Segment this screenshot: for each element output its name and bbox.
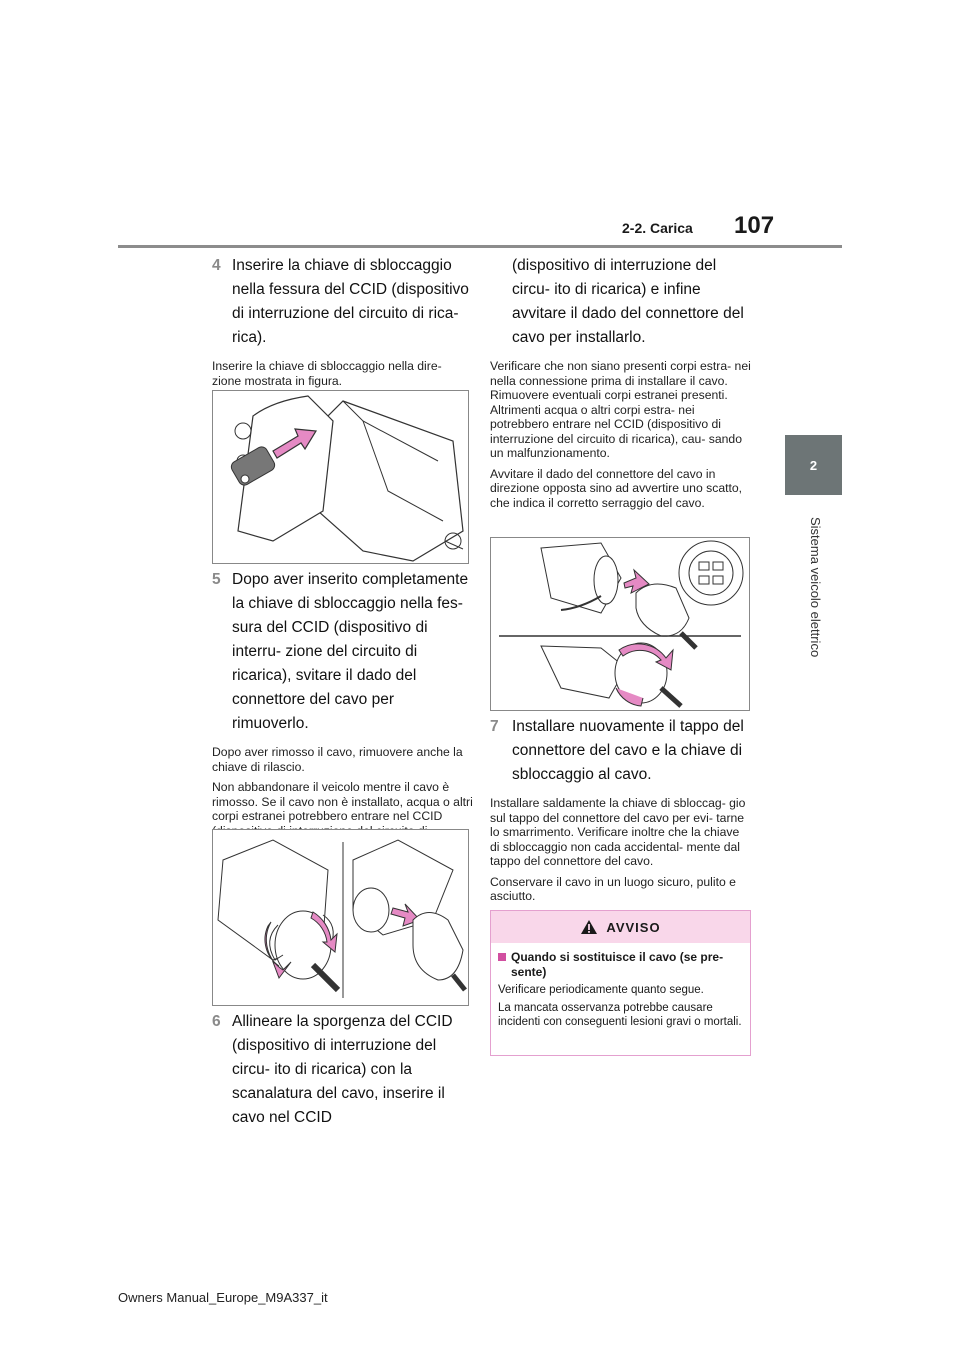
right-column [490, 254, 752, 510]
warning-text-2: La mancata osservanza potrebbe causare incidenti con conseguenti lesioni gravi o mortali. [498, 1002, 742, 1028]
warning-title-text: Quando si sostituisce il cavo (se pre- sente) [511, 950, 724, 979]
step-4-number: 4 [212, 257, 221, 274]
figure-install-cable [490, 537, 750, 711]
step-7-note-2: Conservare il cavo in un luogo sicuro, pulito e asciutto. [490, 874, 736, 903]
install-cable-illustration [491, 538, 749, 710]
chapter-label: Sistema veicolo elettrico [808, 517, 823, 658]
warning-title [498, 950, 744, 979]
step-6-continued: (dispositivo di interruzione del circu- ito di ricarica) e infine avvitare il dado del connettore del cavo per installarlo. [512, 257, 744, 346]
section-title: 2-2. Carica [622, 220, 693, 236]
warning-heading: AVVISO [606, 919, 661, 935]
step-5-text: Dopo aver inserito completamente la chiave di sbloccaggio nella fes- sura del CCID (dispositivo di interru- zione del circuito di ricarica), svitare il dado del connettore del cavo per rimuoverlo. [232, 571, 469, 732]
step-7-text: Installare nuovamente il tappo del connettore del cavo e la chiave di sbloccaggio al cavo. [512, 718, 744, 783]
footer-doc-id: Owners Manual_Europe_M9A337_it [118, 1290, 328, 1305]
step-5-note-1: Dopo aver rimosso il cavo, rimuovere anche la chiave di rilascio. [212, 745, 463, 774]
step-7 [490, 715, 752, 787]
step-4-note: Inserire la chiave di sbloccaggio nella dire- zione mostrata in figura. [212, 359, 442, 388]
step-6 [212, 1010, 474, 1130]
page-number: 107 [734, 212, 775, 239]
step-7-note-1: Installare saldamente la chiave di sbloccag- gio sul tappo del connettore del cavo per evi- tarne lo smarrimento. Verificare inoltre che la chiave di sbloccaggio non cada accidental- mente dal tappo del connettore del cavo. [490, 796, 746, 868]
header-divider [118, 245, 842, 248]
step-7-block [490, 715, 752, 904]
warning-text-1: Verificare periodicamente quanto segue. [498, 984, 704, 996]
step-4-text: Inserire la chiave di sbloccaggio nella fessura del CCID (dispositivo di interruzione del circuito di rica- rica). [232, 257, 469, 346]
step-5-note-2: Non abbandonare il veicolo mentre il cavo è rimosso. Se il cavo non è installato, acqua o altri corpi estranei potrebbero entrare nel CCID [212, 780, 473, 823]
step-6-block [212, 1010, 474, 1130]
step-5 [212, 568, 474, 736]
step-6-number: 6 [212, 1013, 221, 1030]
left-column [212, 254, 474, 388]
step-6-text: Allineare la sporgenza del CCID (dispositivo di interruzione del circu- ito di ricarica) con la scanalatura del cavo, inserire il cavo nel CCID [232, 1013, 453, 1126]
step-5-block [212, 568, 474, 853]
insert-key-illustration [213, 391, 468, 563]
chapter-tab: 2 [785, 435, 842, 495]
warning-bullet-icon [498, 953, 506, 961]
warning-box [490, 910, 751, 1056]
step-6-note-1: Verificare che non siano presenti corpi estra- nei nella connessione prima di installare il cavo. Rimuovere eventuali corpi estranei presenti. Altrimenti acqua o altri corpi estra- nei potrebbero entrare nel CCID (dispositivo di interruzione del circuito di ricarica), cau- sando un malfunzionamento. [490, 359, 751, 460]
step-6-note-2: Avvitare il dado del connettore del cavo in direzione opposta sino ad avvertire uno scatto, che indica il corretto serraggio del cavo. [490, 466, 743, 510]
figure-insert-key [212, 390, 469, 564]
figure-remove-cable [212, 829, 469, 1006]
warning-triangle-icon [580, 919, 598, 935]
step-4 [212, 254, 474, 350]
remove-cable-illustration [213, 830, 468, 1005]
step-5-number: 5 [212, 571, 221, 588]
step-7-number: 7 [490, 718, 499, 735]
warning-header [491, 911, 750, 943]
